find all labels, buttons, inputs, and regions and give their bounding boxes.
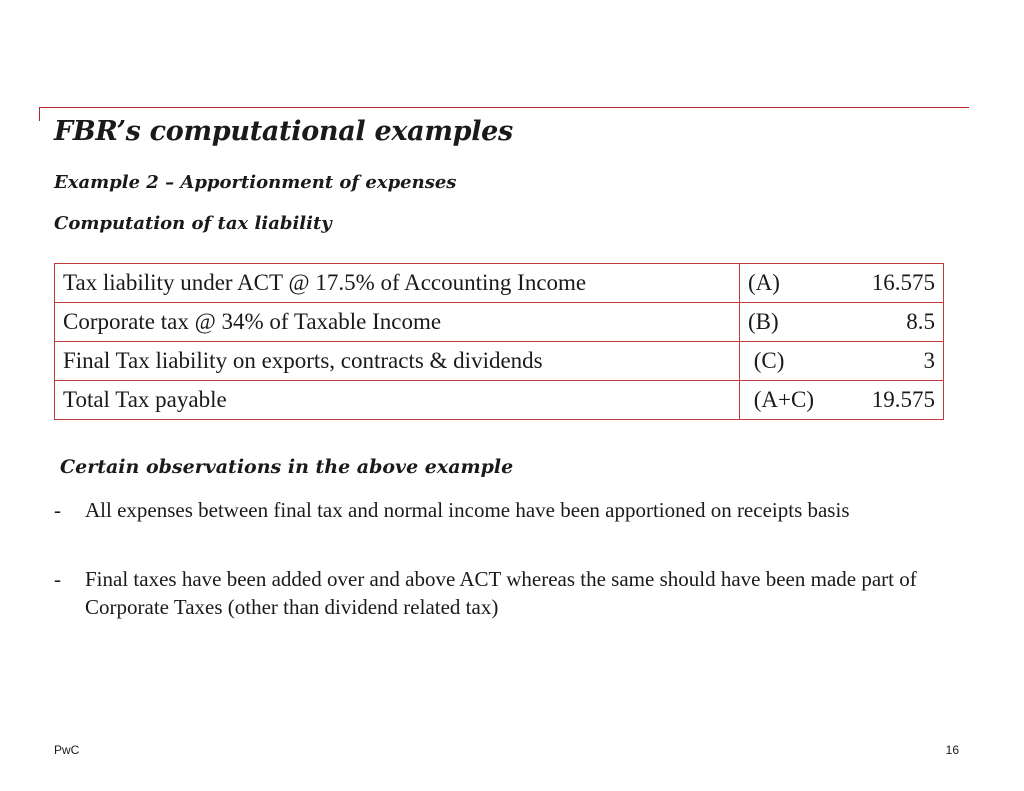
bullet-text: Final taxes have been added over and above ACT whereas the same should have been made part of Corporate Taxes (other than dividend related tax): [85, 567, 917, 619]
list-item: [54, 565, 964, 621]
row-description: Final Tax liability on exports, contracts & dividends: [55, 342, 740, 381]
row-description: Total Tax payable: [55, 381, 740, 420]
computation-subtitle: Computation of tax liability: [54, 213, 332, 234]
tax-liability-table: [54, 263, 944, 420]
row-description: Corporate tax @ 34% of Taxable Income: [55, 303, 740, 342]
row-value: 8.5: [906, 309, 935, 334]
row-value: 19.575: [871, 387, 935, 412]
row-ref-value: [740, 381, 944, 420]
row-ref-value: [740, 264, 944, 303]
row-ref: (A+C): [748, 387, 814, 412]
row-description: Tax liability under ACT @ 17.5% of Accounting Income: [55, 264, 740, 303]
footer-brand: PwC: [54, 743, 80, 757]
row-ref-value: [740, 303, 944, 342]
page-number: 16: [945, 743, 959, 757]
list-item: [54, 496, 964, 524]
table-row: [55, 264, 944, 303]
header-rule-tick: [39, 107, 40, 121]
header-rule: [39, 107, 969, 108]
example-subtitle: Example 2 – Apportionment of expenses: [54, 172, 457, 193]
row-value: 16.575: [871, 270, 935, 295]
row-ref: (C): [748, 348, 785, 373]
table-row: [55, 381, 944, 420]
table-row: [55, 342, 944, 381]
row-ref: (A): [748, 270, 780, 295]
table-row: [55, 303, 944, 342]
slide-title: FBR’s computational examples: [54, 116, 513, 147]
bullet-dash: -: [54, 498, 61, 522]
observations-heading: Certain observations in the above example: [60, 456, 514, 478]
row-value: 3: [923, 348, 935, 373]
row-ref-value: [740, 342, 944, 381]
bullet-text: All expenses between final tax and normal income have been apportioned on receipts basis: [85, 498, 850, 522]
bullet-dash: -: [54, 567, 61, 591]
row-ref: (B): [748, 309, 779, 334]
